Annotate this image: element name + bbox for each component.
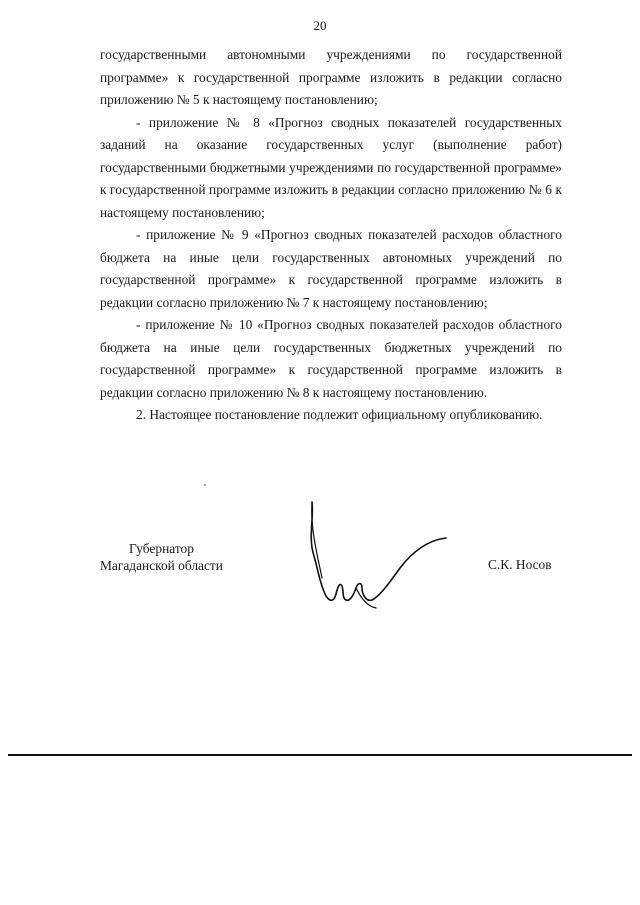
paragraph-continuation: государственными автономными учреждениями по государственной программе» к государственной программе изложить в редакции согласно приложению № 5 к настоящему постановлению; [100, 47, 562, 107]
handwritten-signature [300, 498, 460, 618]
page-number: 20 [313, 18, 327, 33]
document-body [100, 44, 562, 427]
paragraph-publication: 2. Настоящее постановление подлежит официальному опубликованию. [136, 407, 543, 422]
signatory-title-line1: Губернатор [129, 541, 194, 556]
signatory-title [100, 540, 223, 574]
scan-speck [204, 484, 206, 486]
signatory-title-line2: Магаданской области [100, 558, 223, 573]
signatory-name: С.К. Носов [488, 557, 552, 572]
horizontal-rule [8, 754, 632, 756]
paragraph-appendix-10: - приложение № 10 «Прогноз сводных показателей расходов областного бюджета на иные цели государственных бюджетных учреждений по государственной программе» к государственной программе изложить в редакции согласно приложению № 8 к настоящему постановлению. [100, 317, 562, 400]
paragraph-appendix-8: - приложение № 8 «Прогноз сводных показателей государственных заданий на оказание государственных услуг (выполнение работ) государственными бюджетными учреждениями по государственной программе» к государственной программе изложить в редакции согласно приложению № 6 к настоящему постановлению; [100, 114, 562, 220]
paragraph-appendix-9: - приложение № 9 «Прогноз сводных показателей расходов областного бюджета на иные цели государственных автономных учреждений по государственной программе» к государственной программе изложить в редакции согласно приложению № 7 к настоящему постановлению; [100, 227, 562, 310]
